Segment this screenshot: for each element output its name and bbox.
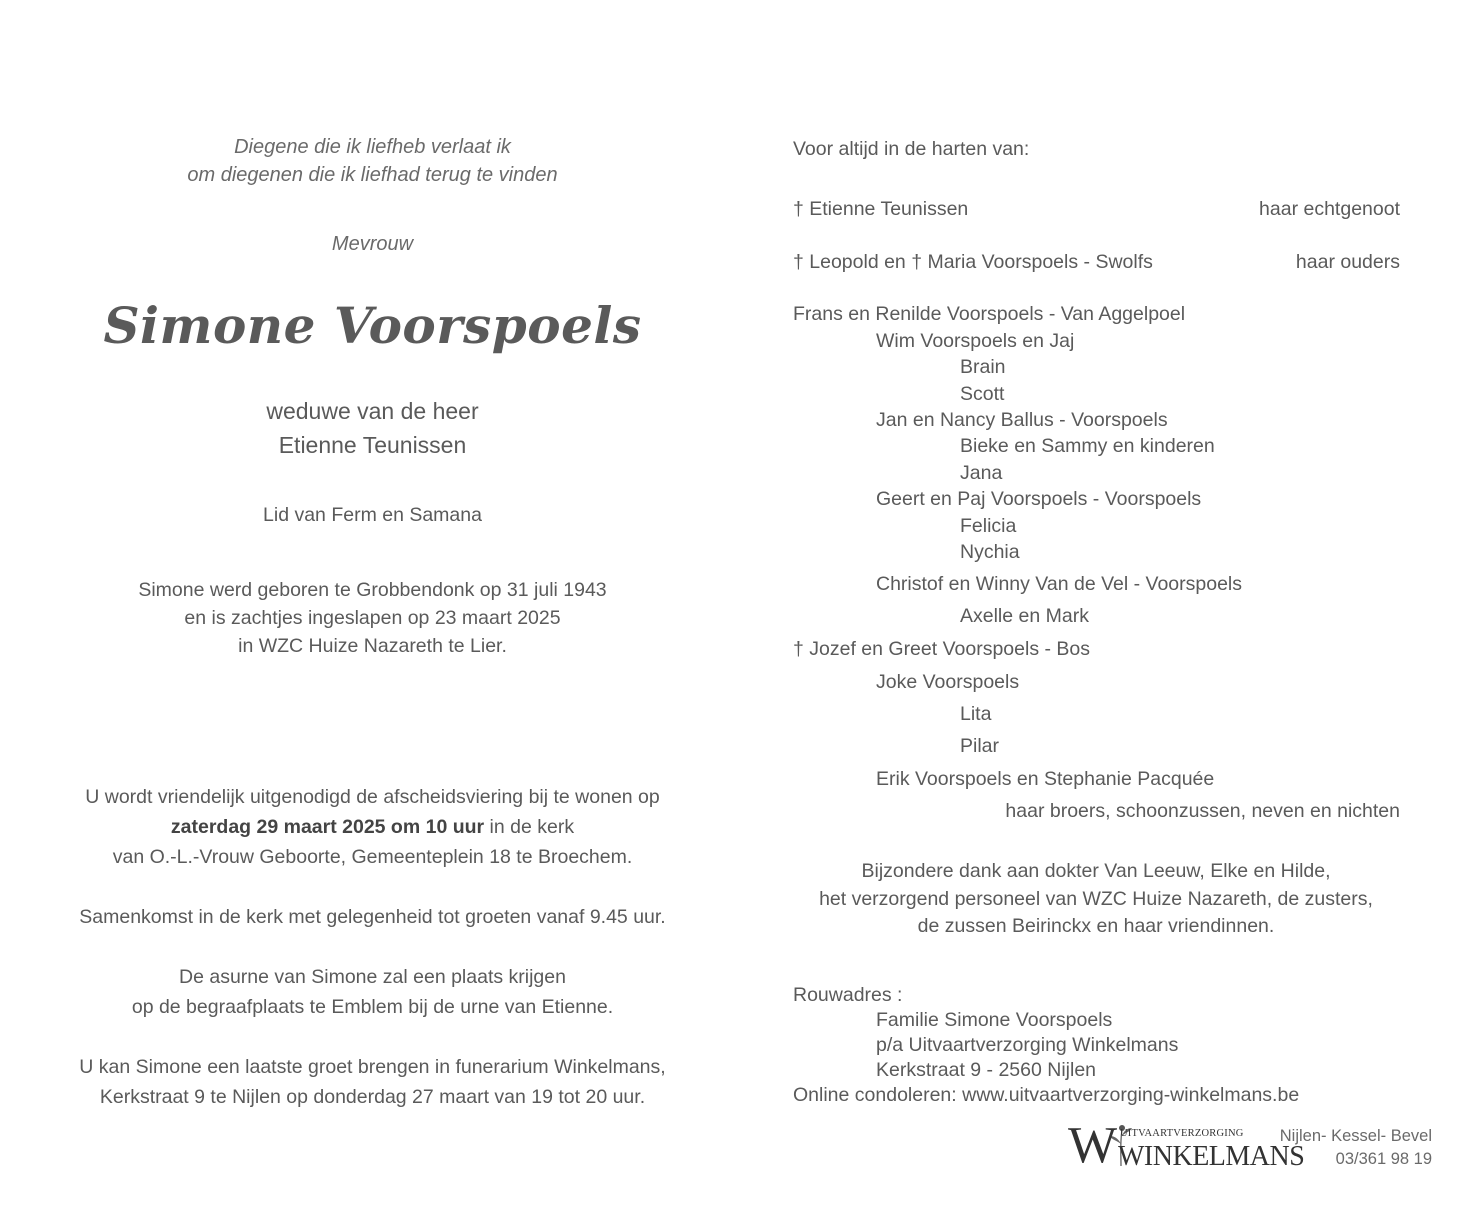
parents-name: † Leopold en † Maria Voorspoels - Swolfs bbox=[793, 251, 1153, 273]
family-member: Christof en Winny Van de Vel - Voorspoels bbox=[876, 573, 1242, 595]
family-member: Joke Voorspoels bbox=[876, 671, 1020, 693]
invite-line-2 bbox=[60, 816, 685, 839]
address-line-1: Familie Simone Voorspoels bbox=[876, 1009, 1113, 1031]
family-member: Scott bbox=[960, 383, 1005, 405]
siblings-relation: haar broers, schoonzussen, neven en nichten bbox=[1005, 800, 1400, 822]
locations: Nijlen- Kessel- Bevel bbox=[1279, 1127, 1432, 1145]
address-label: Rouwadres : bbox=[793, 984, 903, 1006]
phone-number: 03/361 98 19 bbox=[1335, 1150, 1432, 1168]
invite-line-2-rest: in de kerk bbox=[484, 816, 575, 838]
family-member: Axelle en Mark bbox=[960, 605, 1089, 627]
thanks-line-1: Bijzondere dank aan dokter Van Leeuw, Elke en Hilde, bbox=[861, 860, 1331, 882]
online-condolences: Online condoleren: www.uitvaartverzorging-winkelmans.be bbox=[793, 1084, 1300, 1106]
spouse-relation: haar echtgenoot bbox=[1259, 198, 1400, 220]
family-member: Wim Voorspoels en Jaj bbox=[876, 330, 1075, 352]
family-member: Jana bbox=[960, 462, 1003, 484]
spouse-name: † Etienne Teunissen bbox=[793, 198, 969, 220]
family-member: † Jozef en Greet Voorspoels - Bos bbox=[793, 638, 1090, 660]
parents-relation: haar ouders bbox=[1295, 251, 1400, 273]
quote-line-2: om diegenen die ik liefhad terug te vinden bbox=[187, 164, 558, 186]
gathering: Samenkomst in de kerk met gelegenheid tot groeten vanaf 9.45 uur. bbox=[79, 906, 666, 928]
family-member: Erik Voorspoels en Stephanie Pacquée bbox=[876, 768, 1215, 790]
family-member: Felicia bbox=[960, 515, 1017, 537]
family-member: Brain bbox=[960, 356, 1006, 378]
bio-line-3: in WZC Huize Nazareth te Lier. bbox=[238, 635, 507, 657]
title-mevrouw: Mevrouw bbox=[331, 233, 414, 255]
family-heading: Voor altijd in de harten van: bbox=[793, 138, 1030, 160]
thanks-line-3: de zussen Beirinckx en haar vriendinnen. bbox=[917, 915, 1275, 937]
family-member: Frans en Renilde Voorspoels - Van Aggelpoel bbox=[793, 303, 1186, 325]
logo-main-text: WINKELMANS bbox=[1118, 1141, 1305, 1172]
widow-line-2: Etienne Teunissen bbox=[278, 432, 467, 458]
logo-top-text: UITVAARTVERZORGING bbox=[1120, 1128, 1244, 1139]
funeral-home-logo bbox=[1068, 1117, 1305, 1174]
family-member: Lita bbox=[960, 703, 992, 725]
urn-line-1: De asurne van Simone zal een plaats krijgen bbox=[179, 966, 566, 988]
invite-line-3: van O.-L.-Vrouw Geboorte, Gemeenteplein 18 te Broechem. bbox=[112, 846, 633, 868]
family-member: Geert en Paj Voorspoels - Voorspoels bbox=[876, 488, 1202, 510]
urn-line-2: op de begraafplaats te Emblem bij de urne van Etienne. bbox=[131, 996, 614, 1018]
address-line-3: Kerkstraat 9 - 2560 Nijlen bbox=[876, 1059, 1097, 1081]
visit-line-1: U kan Simone een laatste groet brengen in funerarium Winkelmans, bbox=[79, 1056, 666, 1078]
membership: Lid van Ferm en Samana bbox=[263, 504, 482, 526]
family-member: Jan en Nancy Ballus - Voorspoels bbox=[876, 409, 1168, 431]
bio-line-1: Simone werd geboren te Grobbendonk op 31 juli 1943 bbox=[138, 579, 607, 601]
invite-date: zaterdag 29 maart 2025 om 10 uur bbox=[170, 816, 485, 838]
quote-line-1: Diegene die ik liefheb verlaat ik bbox=[234, 136, 511, 158]
logo-w-letter: W bbox=[1068, 1117, 1118, 1174]
visit-line-2: Kerkstraat 9 te Nijlen op donderdag 27 maart van 19 tot 20 uur. bbox=[99, 1086, 646, 1108]
bio-line-2: en is zachtjes ingeslapen op 23 maart 2025 bbox=[184, 607, 561, 629]
deceased-name: Simone Voorspoels bbox=[103, 296, 642, 355]
widow-line-1: weduwe van de heer bbox=[266, 398, 479, 424]
thanks-line-2: het verzorgend personeel van WZC Huize Nazareth, de zusters, bbox=[819, 888, 1373, 910]
family-member: Bieke en Sammy en kinderen bbox=[960, 435, 1215, 457]
family-member: Pilar bbox=[960, 735, 1000, 757]
address-line-2: p/a Uitvaartverzorging Winkelmans bbox=[876, 1034, 1179, 1056]
family-member: Nychia bbox=[960, 541, 1020, 563]
invite-line-1: U wordt vriendelijk uitgenodigd de afscheidsviering bij te wonen op bbox=[85, 786, 660, 808]
